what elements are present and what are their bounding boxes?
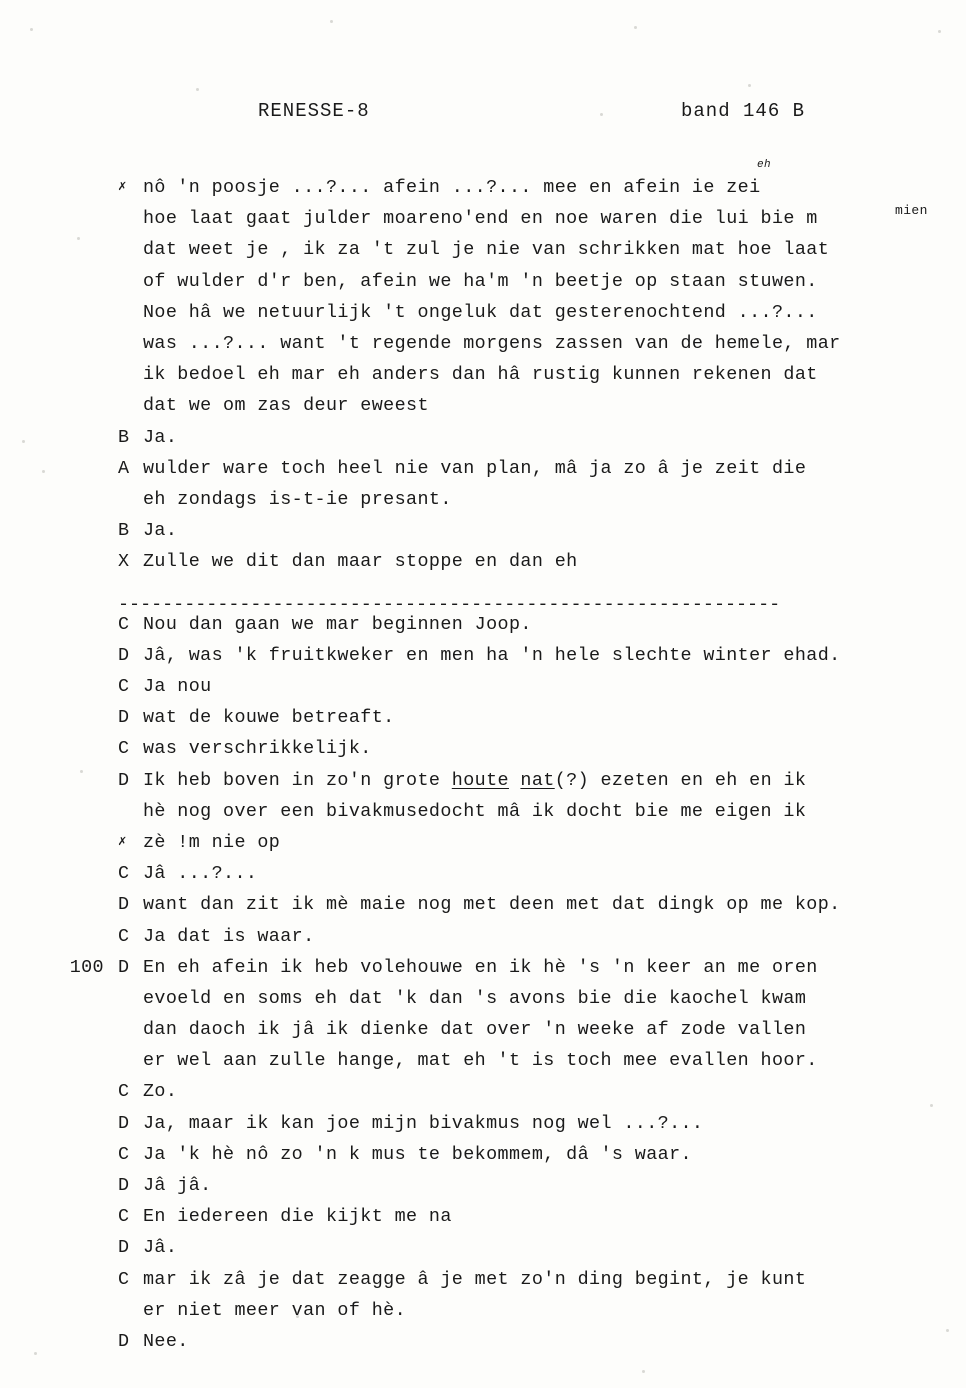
speaker-label: C	[118, 1143, 130, 1165]
speaker-label: D	[118, 1175, 130, 1196]
speaker-label: D	[118, 769, 130, 791]
transcript-line	[143, 203, 943, 234]
speaker-label: C	[118, 925, 130, 947]
line-text: Jâ, was 'k fruitkweker en men ha 'n hele slechte winter ehad.	[143, 644, 841, 666]
paper-speck	[22, 440, 25, 443]
transcript-line	[143, 390, 943, 421]
line-text: Nee.	[143, 1330, 189, 1352]
transcript-line	[143, 1045, 943, 1076]
paper-speck	[34, 1352, 37, 1355]
edit-mark-icon: ✗	[118, 179, 127, 195]
line-text: ik bedoel eh mar eh anders dan hâ rustig kunnen rekenen dat	[143, 364, 818, 386]
transcript-line	[118, 702, 943, 733]
line-text: wat de kouwe betreaft.	[143, 707, 395, 729]
line-text: Noe hâ we netuurlijk 't ongeluk dat gesterenochtend ...?...	[143, 301, 818, 323]
speaker-label: C	[118, 738, 130, 760]
handwritten-annotation-eh: eh	[757, 159, 772, 171]
band-label: band 146 B	[681, 100, 806, 122]
speaker-label: D	[118, 1237, 130, 1259]
line-text: En eh afein ik heb volehouwe en ik hè 's 'n keer an me oren	[143, 956, 818, 978]
speaker-label: C	[118, 1268, 130, 1290]
line-text: was verschrikkelijk.	[143, 738, 372, 760]
line-text: zè !m nie op	[143, 831, 281, 853]
transcript-line	[118, 1264, 943, 1295]
line-text: er niet meer van of hè.	[143, 1299, 407, 1321]
transcript-line	[118, 1201, 943, 1232]
line-text: Ja 'k hè nô zo 'n k mus te bekommem, dâ 's waar.	[143, 1143, 692, 1165]
transcript-line	[118, 1076, 943, 1107]
speaker-label: A	[118, 457, 130, 479]
line-text: Jâ ...?...	[143, 863, 258, 885]
speaker-label: X	[118, 551, 130, 573]
transcript-line	[118, 546, 943, 577]
transcript-line	[118, 1326, 943, 1357]
speaker-label: D	[118, 1330, 130, 1352]
line-text: dan daoch ik jâ ik dienke dat over 'n weeke af zode vallen	[143, 1019, 807, 1041]
paper-speck	[196, 88, 199, 91]
line-text: Nou dan gaan we mar beginnen Joop.	[143, 613, 532, 635]
transcript-line	[118, 827, 943, 858]
paper-speck	[80, 770, 83, 773]
line-number: 100	[69, 956, 104, 978]
line-text: nô 'n poosje ...?... afein ...?... mee en afein ie zei	[143, 177, 761, 198]
speaker-label: C	[118, 676, 130, 697]
line-text: Ja nou	[143, 676, 212, 697]
line-text: Zulle we dit dan maar stoppe en dan eh	[143, 551, 578, 573]
edit-mark-icon: ✗	[118, 833, 127, 850]
speaker-label: D	[118, 1112, 130, 1134]
page-header	[0, 100, 966, 128]
transcript-line	[118, 422, 943, 453]
transcript-line	[143, 484, 943, 515]
transcript-line	[118, 889, 943, 920]
line-text: Ja.	[143, 426, 178, 448]
transcript-line	[118, 765, 943, 796]
speaker-label: D	[118, 707, 130, 729]
transcript-line	[143, 1014, 943, 1045]
transcript-line	[118, 515, 943, 546]
transcript-line	[118, 1170, 943, 1201]
transcript-line	[143, 328, 943, 359]
line-text: Ik heb boven in zo'n grote houte nat(?) ezeten en eh en ik	[143, 769, 807, 791]
speaker-label: C	[118, 613, 130, 635]
line-text: Zo.	[143, 1081, 178, 1103]
line-text: Jâ jâ.	[143, 1175, 212, 1196]
transcript-line	[118, 671, 943, 702]
transcript-line	[118, 1108, 943, 1139]
paper-speck	[634, 26, 637, 29]
speaker-label: D	[118, 894, 130, 916]
transcript-line	[118, 1232, 943, 1263]
speaker-label: D	[118, 956, 130, 978]
transcript-line	[118, 733, 943, 764]
paper-speck	[938, 30, 941, 33]
transcript-line	[143, 234, 943, 265]
transcript-body	[69, 159, 943, 1357]
transcript-line	[118, 640, 943, 671]
line-text: Ja, maar ik kan joe mijn bivakmus nog wel ...?...	[143, 1112, 704, 1134]
speaker-label: C	[118, 1206, 130, 1228]
speaker-label: D	[118, 644, 130, 666]
speaker-label: C	[118, 863, 130, 885]
line-text: En iedereen die kijkt me na	[143, 1206, 452, 1228]
transcript-line	[143, 297, 943, 328]
paper-speck	[77, 237, 80, 240]
transcript-line	[143, 796, 943, 827]
line-text: Ja.	[143, 520, 178, 542]
transcript-line	[69, 952, 943, 983]
paper-speck	[642, 1370, 645, 1373]
paper-speck	[946, 1329, 949, 1332]
line-text: Jâ.	[143, 1237, 178, 1259]
speaker-label: B	[118, 520, 130, 542]
transcript-line	[118, 453, 943, 484]
transcript-line	[143, 359, 943, 390]
line-text: dat we om zas deur eweest	[143, 395, 429, 417]
line-text: of wulder d'r ben, afein we ha'm 'n beetje op staan stuwen.	[143, 270, 818, 292]
speaker-label: C	[118, 1081, 130, 1103]
paper-speck	[330, 20, 333, 23]
transcript-line	[118, 858, 943, 889]
line-text: wulder ware toch heel nie van plan, mâ ja zo â je zeit die	[143, 457, 807, 479]
line-text: dat weet je , ik za 't zul je nie van schrikken mat hoe laat	[143, 239, 830, 261]
line-text: was ...?... want 't regende morgens zassen van de hemele, mar	[143, 332, 841, 354]
divider-dashes: ------------------------------------------------------------	[118, 594, 781, 616]
transcript-line	[143, 266, 943, 297]
transcript-line	[143, 1295, 943, 1326]
transcript-line	[118, 921, 943, 952]
transcript-line	[143, 983, 943, 1014]
line-text: er wel aan zulle hange, mat eh 't is toch mee evallen hoor.	[143, 1050, 818, 1072]
line-text: Ja dat is waar.	[143, 925, 315, 947]
paper-speck	[42, 470, 45, 473]
transcript-line	[118, 172, 943, 203]
transcript-line	[118, 609, 943, 640]
line-text: hoe laat gaat julder moareno'end en noe waren die lui bie m	[143, 208, 818, 230]
document-id: RENESSE-8	[258, 100, 370, 122]
transcript-line	[118, 1139, 943, 1170]
paper-speck	[30, 28, 33, 31]
speaker-label: B	[118, 426, 130, 448]
margin-annotation-mien: mien	[895, 203, 928, 218]
paper-speck	[748, 84, 751, 87]
line-text: hè nog over een bivakmusedocht mâ ik docht bie me eigen ik	[143, 800, 807, 822]
line-text: evoeld en soms eh dat 'k dan 's avons bie die kaochel kwam	[143, 987, 807, 1009]
line-text: eh zondags is-t-ie presant.	[143, 488, 452, 510]
line-text: mar ik zâ je dat zeagge â je met zo'n ding begint, je kunt	[143, 1268, 807, 1290]
line-text: want dan zit ik mè maie nog met deen met dat dingk op me kop.	[143, 894, 841, 916]
section-divider	[118, 577, 943, 616]
